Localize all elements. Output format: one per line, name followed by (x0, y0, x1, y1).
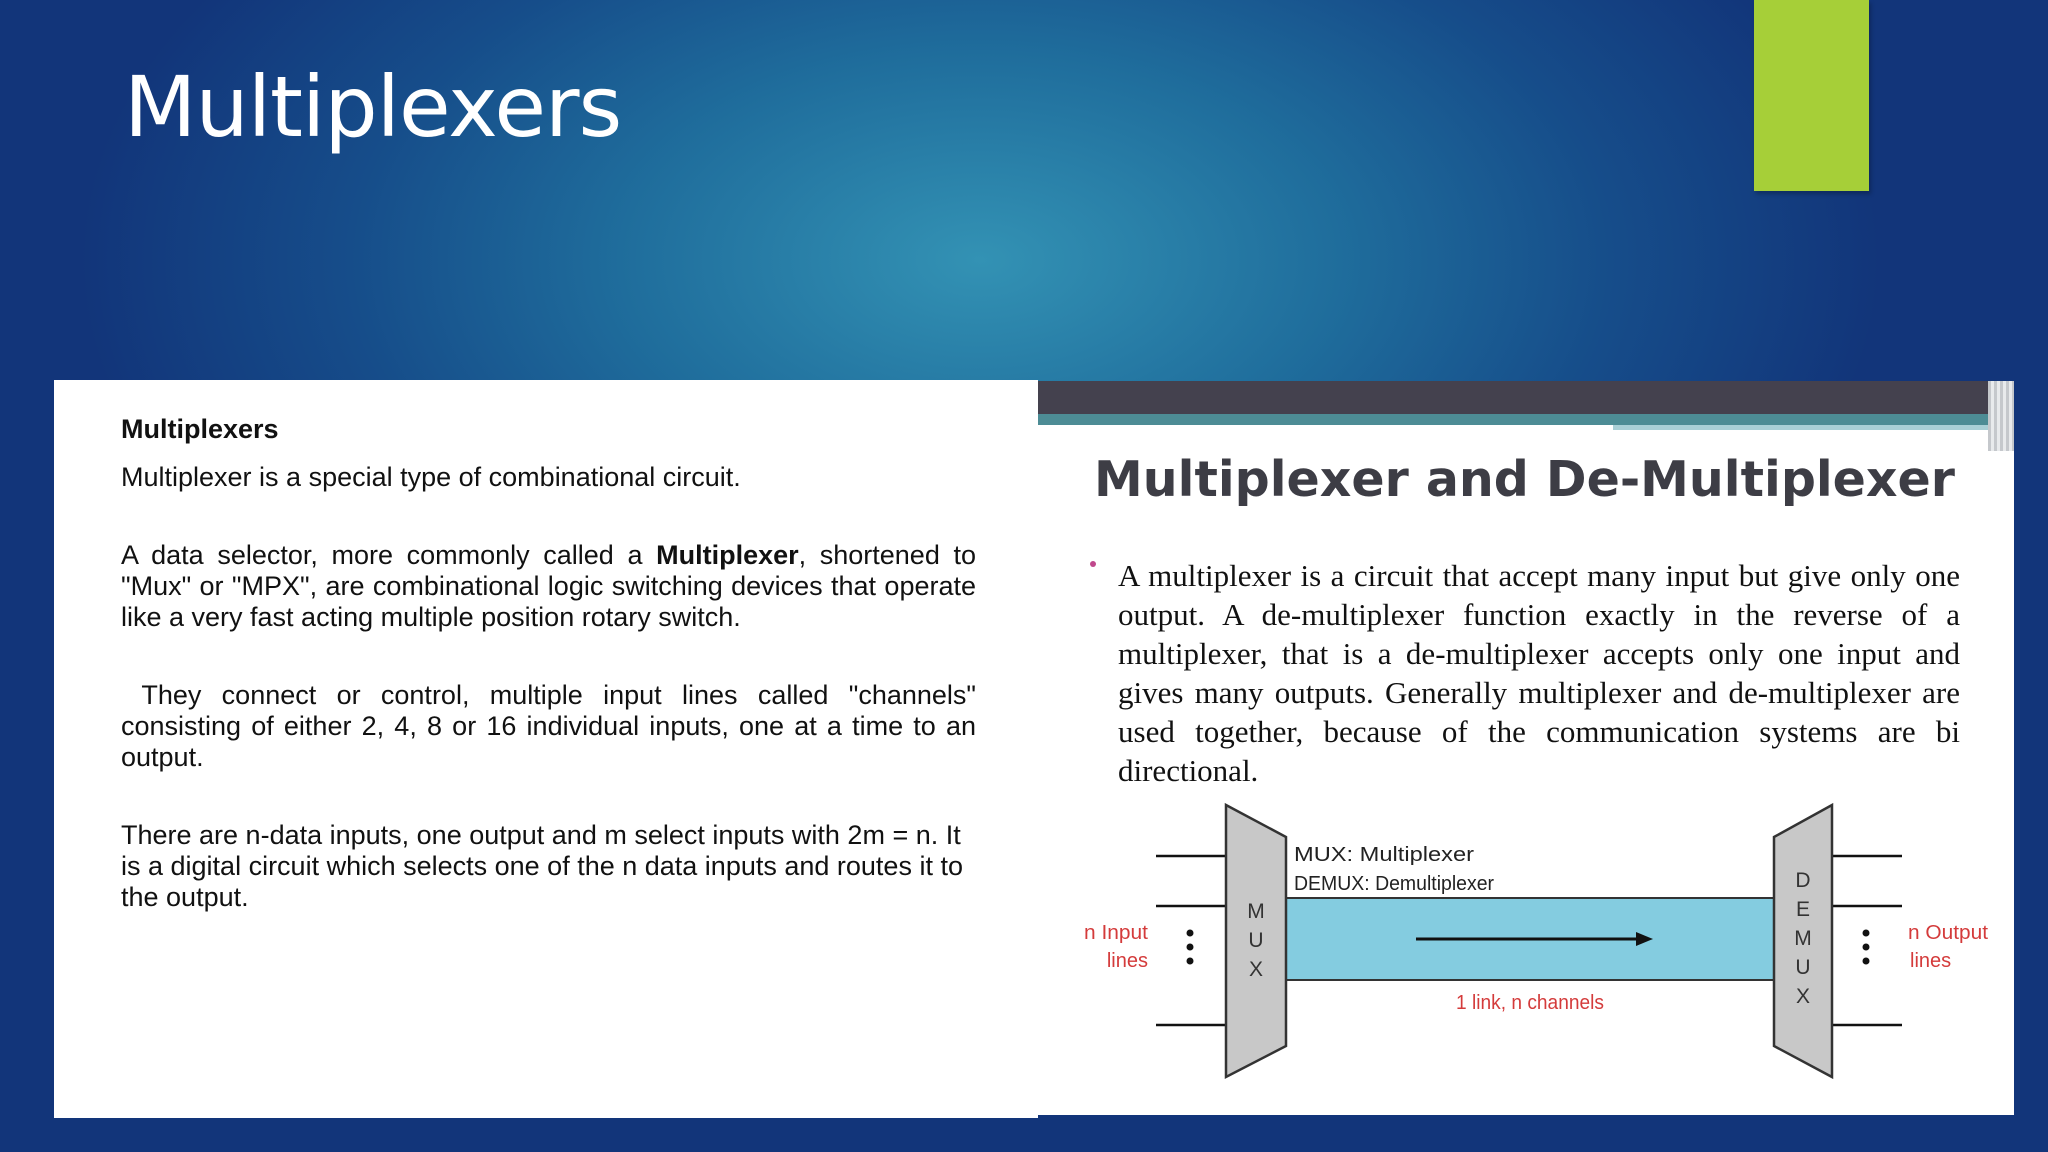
paragraph-2-end: , shortened to "Mux" or "MPX", are combinational logic switching devices that operate like a very fast acting multiple position rotary switch. (121, 540, 976, 632)
output-lines-label: n Output (1908, 922, 1989, 944)
left-panel-heading: Multiplexers (121, 414, 279, 444)
header-band-dark (1038, 381, 2014, 414)
demux-letter: E (1795, 898, 1811, 921)
header-stripes (1988, 381, 2014, 451)
paragraph-4: There are n-data inputs, one output and m select inputs with 2m = n. It is a digital circuit which selects one of the n data inputs and routes it to the output. (121, 820, 963, 912)
output-ellipsis-dot (1863, 958, 1870, 965)
link-label: 1 link, n channels (1456, 992, 1604, 1014)
paragraph-2 (121, 540, 976, 633)
output-lines-label: lines (1910, 950, 1952, 972)
input-ellipsis-dot (1187, 930, 1194, 937)
right-image-panel (1038, 381, 2014, 1115)
mux-demux-diagram (1038, 801, 2014, 1101)
paragraph-2-start: A data selector, more commonly called a (121, 540, 657, 570)
demux-letter: U (1795, 956, 1811, 979)
mux-letter: U (1248, 929, 1264, 952)
input-ellipsis-dot (1187, 944, 1194, 951)
left-text-panel (54, 380, 1038, 1118)
right-panel-title: Multiplexer and De-Multiplexer (1094, 451, 1955, 508)
slide-title: Multiplexers (124, 58, 622, 156)
bullet-icon (1090, 561, 1096, 567)
input-lines-label: lines (1106, 950, 1148, 972)
demux-letter: X (1795, 985, 1811, 1008)
legend-demux: DEMUX: Demultiplexer (1294, 873, 1495, 895)
input-ellipsis-dot (1187, 958, 1194, 965)
mux-letter: M (1247, 900, 1265, 923)
output-ellipsis-dot (1863, 930, 1870, 937)
paragraph-1: Multiplexer is a special type of combinational circuit. (121, 462, 741, 492)
input-lines-label: n Input (1084, 922, 1149, 944)
demux-letter: M (1794, 927, 1812, 950)
paragraph-3: They connect or control, multiple input lines called "channels" consisting of either 2, 4, 8 or 16 individual inputs, one at a time to an output. (121, 680, 984, 772)
header-band-teal (1038, 414, 1998, 425)
legend-mux: MUX: Multiplexer (1294, 844, 1475, 866)
output-ellipsis-dot (1863, 944, 1870, 951)
mux-letter: X (1248, 958, 1264, 981)
demux-letter: D (1795, 869, 1811, 892)
right-panel-bullet-text: A multiplexer is a circuit that accept many input but give only one output. A de-multiplexer function exactly in the reverse of a multiplexer, that is a de-multiplexer accepts only one input and gives many outputs. Generally multiplexer and de-multiplexer are used together, because of the communication systems are bi directional. (1118, 558, 1960, 788)
header-band-light (1613, 425, 1998, 430)
paragraph-2-bold: Multiplexer (656, 540, 799, 570)
accent-bar (1754, 0, 1869, 191)
